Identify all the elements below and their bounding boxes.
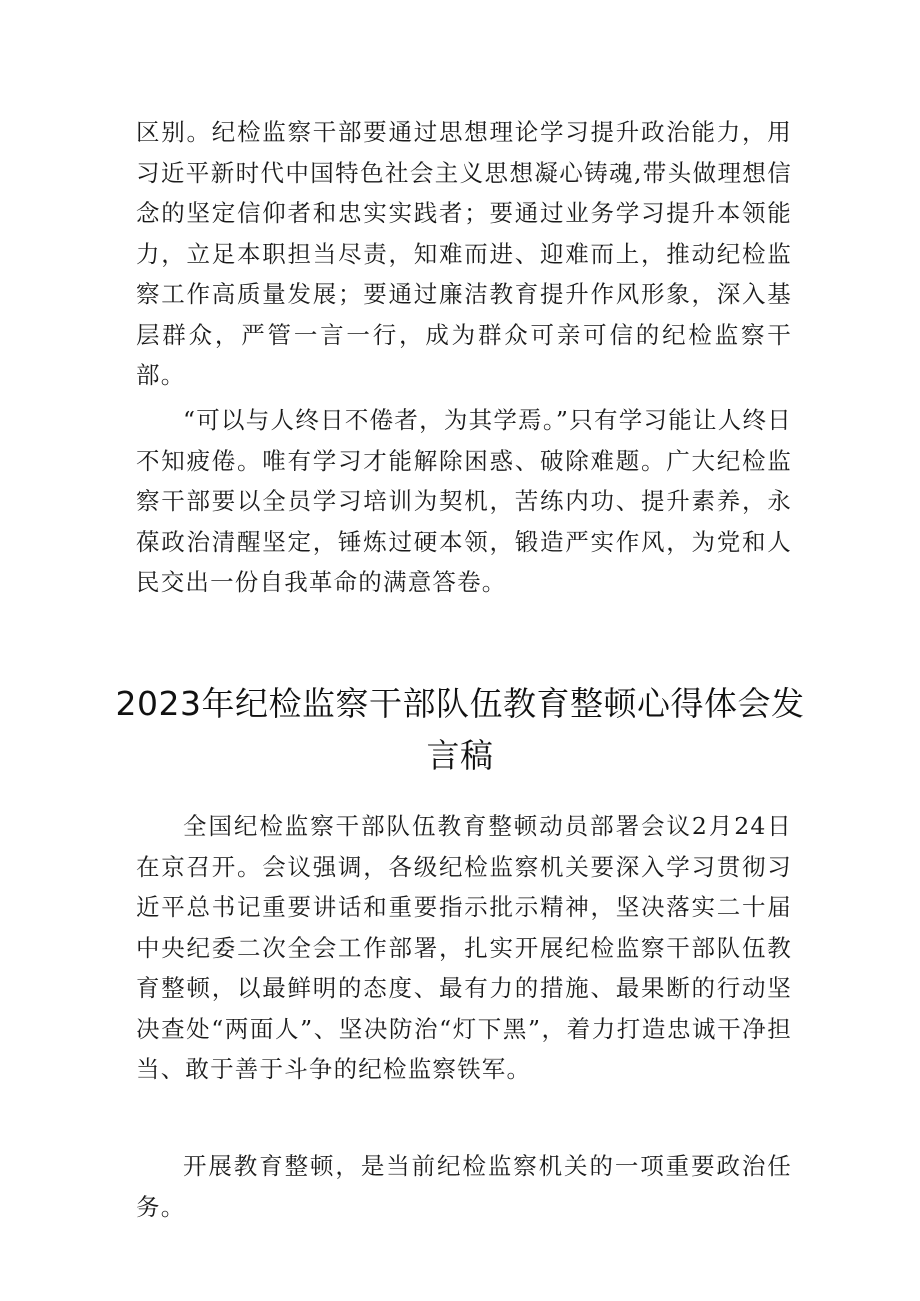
paragraph-body-3: 全国纪检监察干部队伍教育整顿动员部署会议2月24日在京召开。会议强调，各级纪检监察机关要深入学习贯彻习近平总书记重要讲话和重要指示批示精神，坚决落实二十届中央纪委二次全会工作部署，扎实开展纪检监察干部队伍教育整顿，以最鲜明的态度、最有力的措施、最果断的行动坚决查处“两面人”、坚决防治“灯下黑”，着力打造忠诚干净担当、敢于善于斗争的纪检监察铁军。 — [136, 812, 792, 1083]
paragraph-body-4: 开展教育整顿，是当前纪检监察机关的一项重要政治任务。 — [136, 1152, 792, 1221]
paragraph-body-1: 区别。纪检监察干部要通过思想理论学习提升政治能力，用习近平新时代中国特色社会主义思想凝心铸魂,带头做理想信念的坚定信仰者和忠实实践者；要通过业务学习提升本领能力，立足本职担当尽责，知难而进、迎难而上，推动纪检监察工作高质量发展；要通过廉洁教育提升作风形象，深入基层群众，严管一言一行，成为群众可亲可信的纪检监察干部。 — [136, 118, 792, 389]
paragraph-body-2: “可以与人终日不倦者，为其学焉。”只有学习能让人终日不知疲倦。唯有学习才能解除困惑、破除难题。广大纪检监察干部要以全员学习培训为契机，苦练内功、提升素养，永葆政治清醒坚定，锤炼过硬本领，锻造严实作风，为党和人民交出一份自我革命的满意答卷。 — [136, 406, 792, 596]
document-title: 2023年纪检监察干部队伍教育整顿心得体会发言稿 — [115, 684, 805, 775]
